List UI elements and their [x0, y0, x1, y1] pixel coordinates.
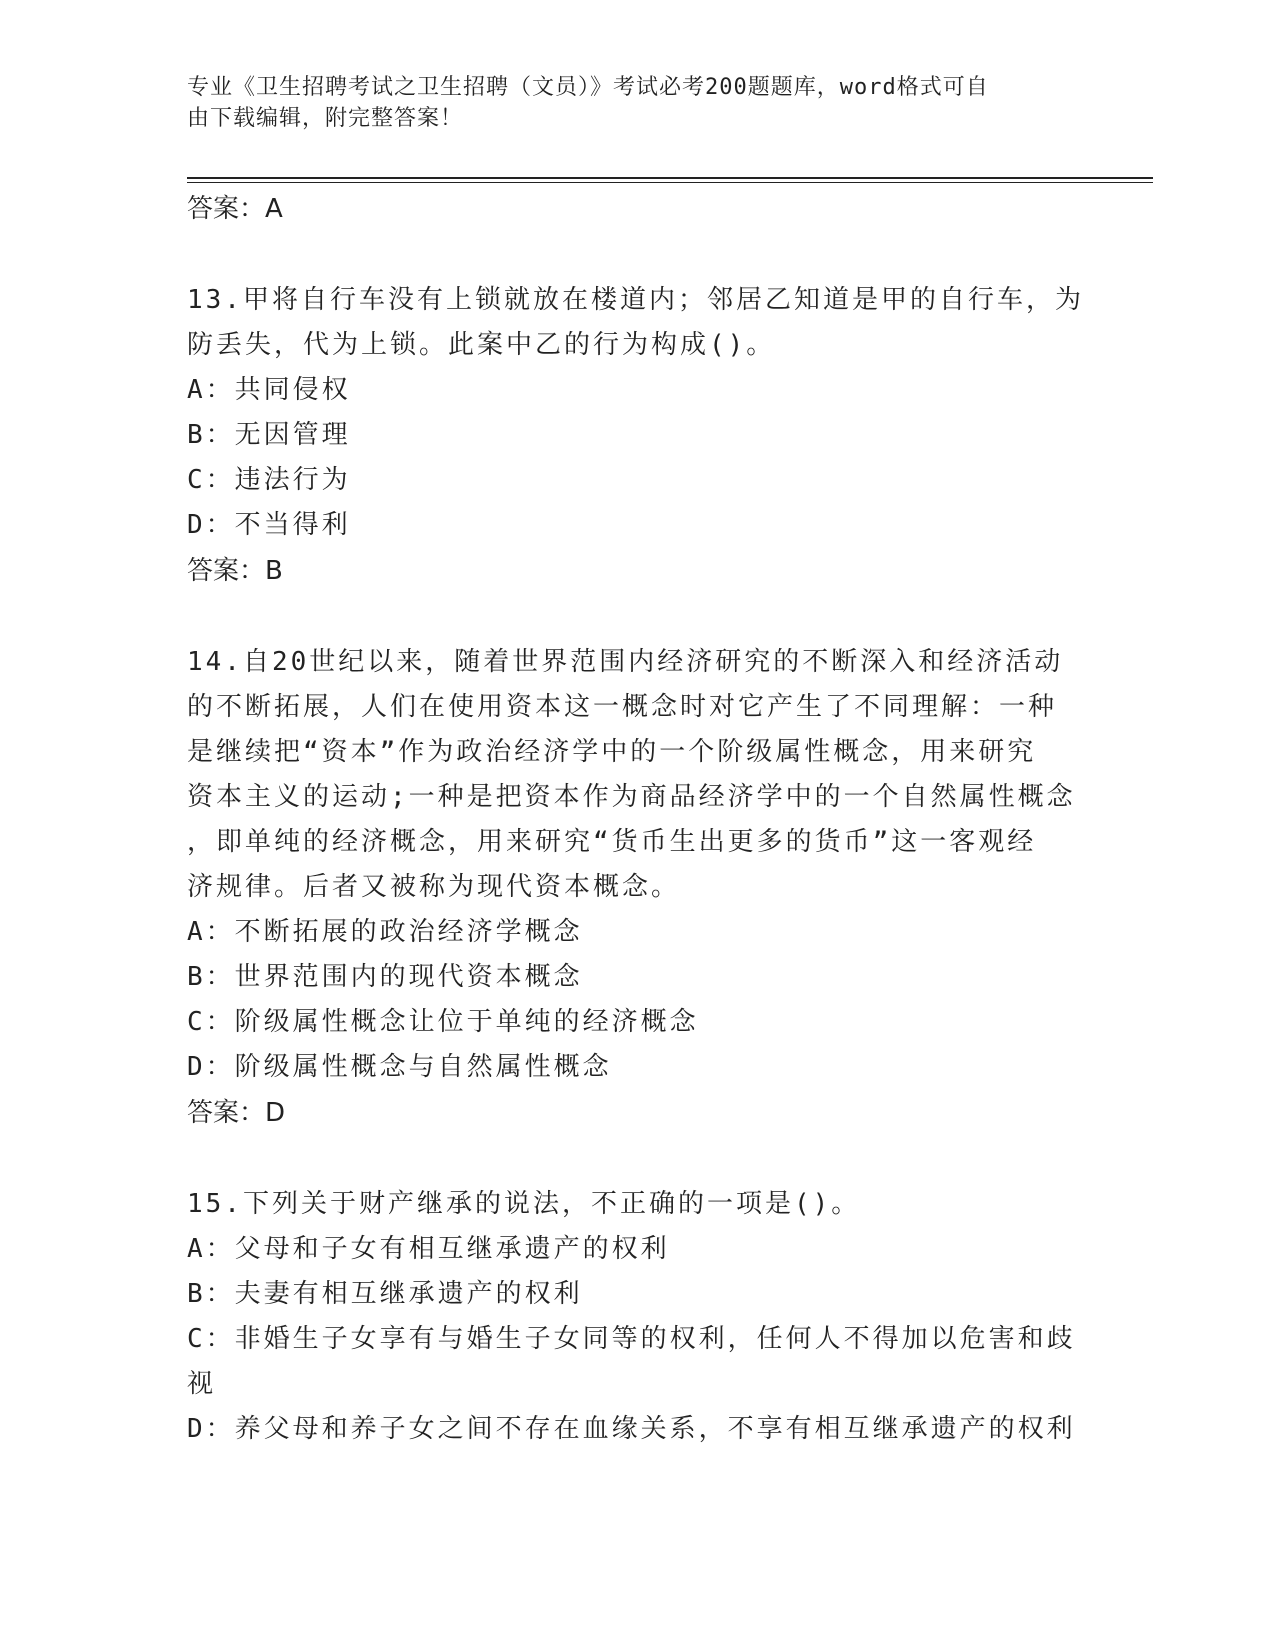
header-divider-thin — [187, 182, 1153, 183]
header-line-2: 由下载编辑，附完整答案！ — [187, 106, 464, 131]
document-header — [187, 72, 1067, 134]
option-d: D：养父母和养子女之间不存在血缘关系，不享有相互继承遗产的权利 — [187, 1414, 1076, 1444]
option-d: D：阶级属性概念与自然属性概念 — [187, 1052, 612, 1082]
question-text-line: 是继续把“资本”作为政治经济学中的一个阶级属性概念，用来研究 — [187, 737, 1037, 767]
option-c: C：阶级属性概念让位于单纯的经济概念 — [187, 1007, 699, 1037]
header-line-1: 专业《卫生招聘考试之卫生招聘（文员）》考试必考200题题库，word格式可自 — [187, 75, 989, 100]
option-a: A：共同侵权 — [187, 375, 351, 405]
question-text-line: 13.甲将自行车没有上锁就放在楼道内；邻居乙知道是甲的自行车，为 — [187, 285, 1084, 315]
document-body — [187, 186, 1087, 1452]
option-b: B：夫妻有相互继承遗产的权利 — [187, 1279, 583, 1309]
question-15 — [187, 1182, 1087, 1452]
question-text-line: 15.下列关于财产继承的说法，不正确的一项是()。 — [187, 1189, 861, 1219]
option-c: C：违法行为 — [187, 465, 351, 495]
option-d: D：不当得利 — [187, 510, 351, 540]
question-text-line: 资本主义的运动;一种是把资本作为商品经济学中的一个自然属性概念 — [187, 782, 1076, 812]
option-c-line-2: 视 — [187, 1369, 217, 1399]
question-14 — [187, 640, 1087, 1090]
question-text-line: ，即单纯的经济概念，用来研究“货币生出更多的货币”这一客观经 — [187, 827, 1037, 857]
question-text-line: 防丢失，代为上锁。此案中乙的行为构成()。 — [187, 330, 776, 360]
option-a: A：父母和子女有相互继承遗产的权利 — [187, 1234, 670, 1264]
answer-q14: 答案：D — [187, 1098, 286, 1128]
question-text-line: 的不断拓展，人们在使用资本这一概念时对它产生了不同理解：一种 — [187, 692, 1058, 722]
question-text-line: 14.自20世纪以来，随着世界范围内经济研究的不断深入和经济活动 — [187, 647, 1064, 677]
option-c — [187, 1317, 1087, 1407]
question-13 — [187, 278, 1087, 548]
option-a: A：不断拓展的政治经济学概念 — [187, 917, 583, 947]
question-text-line: 济规律。后者又被称为现代资本概念。 — [187, 872, 681, 902]
answer-q13: 答案：B — [187, 556, 283, 586]
option-b: B：世界范围内的现代资本概念 — [187, 962, 583, 992]
header-divider-thick — [187, 177, 1153, 179]
option-b: B：无因管理 — [187, 420, 351, 450]
option-c-line-1: C：非婚生子女享有与婚生子女同等的权利，任何人不得加以危害和歧 — [187, 1324, 1076, 1354]
answer-q12: 答案：A — [187, 194, 283, 224]
